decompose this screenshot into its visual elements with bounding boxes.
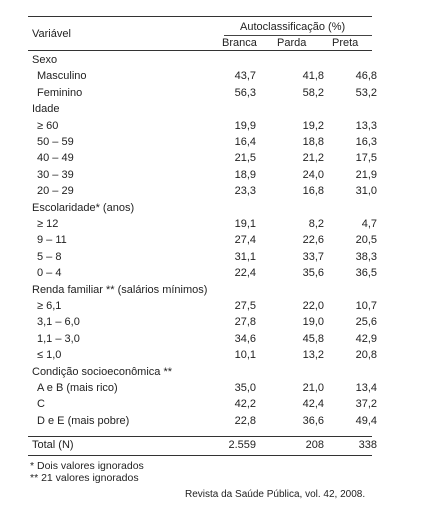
cell-branca: 21,5 — [234, 152, 256, 165]
row-label: ≥ 60 — [37, 119, 59, 132]
cell-parda: 19,0 — [302, 316, 324, 329]
row-label: 30 – 39 — [37, 168, 74, 181]
row-label: 50 – 59 — [37, 136, 74, 148]
table-row — [28, 232, 377, 248]
column-header-branca: Branca — [222, 37, 257, 49]
cell-branca: 10,1 — [234, 349, 256, 362]
cell-preta: 10,7 — [355, 300, 377, 312]
section-title: Sexo — [32, 54, 58, 66]
cell-branca: 19,9 — [234, 119, 256, 132]
cell-parda: 42,4 — [302, 398, 324, 411]
section-header-row — [28, 282, 372, 298]
section-title: Renda familiar ** (salários mínimos) — [32, 283, 208, 296]
cell-parda: 21,2 — [302, 152, 324, 165]
cell-branca: 27,8 — [234, 316, 256, 329]
cell-branca: 22,4 — [234, 267, 256, 280]
section-header-row — [28, 200, 372, 216]
variable-column-header: Variável — [32, 28, 71, 40]
table-row — [28, 183, 377, 199]
table-row — [28, 331, 377, 347]
cell-branca: 42,2 — [234, 398, 256, 411]
cell-branca: 22,8 — [234, 414, 256, 427]
row-label: 40 – 49 — [37, 152, 74, 165]
table-row — [28, 167, 377, 183]
table-row — [28, 413, 377, 429]
cell-preta: 25,6 — [355, 316, 377, 329]
cell-parda: 21,0 — [302, 382, 324, 394]
cell-parda: 35,6 — [302, 267, 324, 280]
cell-preta: 36,5 — [355, 267, 377, 280]
cell-branca: 19,1 — [234, 218, 256, 230]
cell-branca: 23,3 — [234, 185, 256, 198]
row-label: 3,1 – 6,0 — [37, 316, 80, 329]
row-label: Feminino — [37, 86, 83, 99]
table-row — [28, 314, 377, 330]
cell-parda: 24,0 — [302, 168, 324, 181]
column-header-preta: Preta — [332, 37, 359, 49]
section-header-row — [28, 101, 372, 117]
table-row — [28, 298, 377, 314]
header-bottom-rule — [28, 50, 372, 51]
cell-preta: 17,5 — [355, 152, 377, 165]
table-row — [28, 68, 377, 84]
total-row — [28, 437, 377, 453]
table-row — [28, 396, 377, 412]
row-label: 9 – 11 — [37, 234, 67, 247]
total-value-branca: 2.559 — [228, 439, 256, 451]
column-header-parda: Parda — [277, 37, 307, 49]
section-title: Escolaridade* (anos) — [32, 201, 135, 214]
cell-parda: 19,2 — [302, 119, 324, 132]
source-volume: , vol. 42, 2008. — [299, 489, 366, 500]
cell-parda: 22,6 — [302, 234, 324, 247]
table-row — [28, 347, 377, 363]
row-label: ≥ 6,1 — [37, 300, 62, 312]
cell-branca: 35,0 — [234, 382, 256, 394]
cell-preta: 53,2 — [355, 86, 377, 99]
table-top-rule — [28, 16, 372, 17]
total-value-parda: 208 — [305, 439, 324, 451]
table-row — [28, 265, 377, 281]
cell-parda: 13,2 — [302, 349, 324, 362]
row-label: C — [37, 398, 45, 411]
cell-preta: 21,9 — [355, 168, 377, 181]
total-label: Total (N) — [32, 439, 74, 451]
cell-parda: 36,6 — [302, 414, 324, 427]
source-citation — [185, 488, 365, 502]
cell-branca: 56,3 — [234, 86, 256, 99]
cell-parda: 41,8 — [302, 70, 324, 83]
table-row — [28, 134, 377, 150]
row-label: ≤ 1,0 — [37, 349, 62, 362]
cell-parda: 18,8 — [302, 136, 324, 148]
row-label: 5 – 8 — [37, 250, 62, 263]
cell-branca: 31,1 — [234, 250, 256, 263]
cell-preta: 42,9 — [355, 332, 377, 345]
table-row — [28, 150, 377, 166]
footnote-2: ** 21 valores ignorados — [30, 472, 139, 484]
row-label: A e B (mais rico) — [37, 382, 118, 394]
cell-branca: 43,7 — [234, 70, 256, 83]
total-value-preta: 338 — [358, 439, 377, 451]
cell-parda: 33,7 — [302, 250, 324, 263]
table-row — [28, 85, 377, 101]
row-label: 0 – 4 — [37, 267, 62, 280]
cell-preta: 20,5 — [355, 234, 377, 247]
group-header: Autoclassificação (%) — [240, 21, 346, 33]
cell-parda: 45,8 — [302, 332, 324, 345]
cell-parda: 22,0 — [302, 300, 324, 312]
cell-branca: 27,5 — [234, 300, 256, 312]
source-journal: Revista da Saúde Pública — [185, 489, 300, 500]
table-row — [28, 380, 377, 396]
cell-preta: 4,7 — [361, 218, 377, 230]
table-bottom-rule — [28, 455, 372, 456]
cell-preta: 20,8 — [355, 349, 377, 362]
section-title: Idade — [32, 103, 60, 116]
row-label: 1,1 – 3,0 — [37, 332, 80, 345]
footnote-1: * Dois valores ignorados — [30, 460, 144, 472]
cell-branca: 18,9 — [234, 168, 256, 181]
cell-preta: 49,4 — [355, 414, 377, 427]
row-label: Masculino — [37, 70, 87, 83]
cell-parda: 16,8 — [302, 185, 324, 198]
cell-preta: 13,3 — [355, 119, 377, 132]
section-title: Condição socioeconômica ** — [32, 365, 173, 378]
cell-preta: 38,3 — [355, 250, 377, 263]
cell-branca: 27,4 — [234, 234, 256, 247]
cell-preta: 46,8 — [355, 70, 377, 83]
cell-branca: 16,4 — [234, 136, 256, 148]
cell-preta: 31,0 — [355, 185, 377, 198]
cell-preta: 13,4 — [355, 382, 377, 394]
cell-branca: 34,6 — [234, 332, 256, 345]
cell-parda: 58,2 — [302, 86, 324, 99]
row-label: ≥ 12 — [37, 218, 59, 230]
table-row — [28, 216, 377, 232]
row-label: 20 – 29 — [37, 185, 74, 198]
cell-preta: 37,2 — [355, 398, 377, 411]
cell-preta: 16,3 — [355, 136, 377, 148]
cell-parda: 8,2 — [308, 218, 324, 230]
row-label: D e E (mais pobre) — [37, 414, 130, 427]
section-header-row — [28, 52, 372, 68]
table-row — [28, 118, 377, 134]
section-header-row — [28, 364, 372, 380]
table-row — [28, 249, 377, 265]
